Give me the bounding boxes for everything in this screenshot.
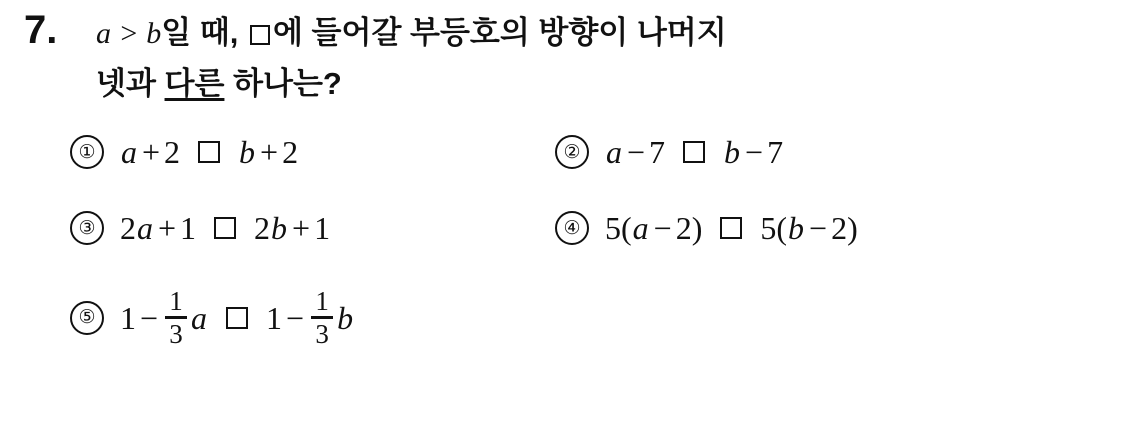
term-coef: 5 xyxy=(605,210,621,246)
stem-line-1 xyxy=(96,8,1115,59)
choice-expression-1 xyxy=(120,136,298,168)
term-num: 1 xyxy=(314,210,331,246)
choice-option-5[interactable] xyxy=(70,287,555,348)
blank-box-icon xyxy=(683,141,705,163)
stem-text-1b: 에 들어갈 부등호의 방향이 나머지 xyxy=(273,15,727,50)
choice-marker-3: ③ xyxy=(70,211,104,245)
term-var: b xyxy=(788,210,805,246)
choice-marker-5: ⑤ xyxy=(70,301,104,335)
term-var: b xyxy=(337,299,354,336)
term-num: 7 xyxy=(767,134,784,170)
term-num: 1 xyxy=(120,299,136,336)
term-sign: − xyxy=(140,299,159,336)
paren-close: ) xyxy=(847,210,858,246)
fraction-denominator: 3 xyxy=(169,318,183,349)
paren-open: ( xyxy=(776,210,788,246)
choice-marker-4: ④ xyxy=(555,211,589,245)
term-sign: − xyxy=(286,299,305,336)
term-sign: − xyxy=(627,134,646,170)
stem-emphasis: 다른 xyxy=(164,66,225,101)
term-sign: − xyxy=(745,134,764,170)
choice-row xyxy=(70,211,1115,287)
term-num: 2 xyxy=(831,210,848,246)
question-number: 7. xyxy=(24,8,58,52)
term-var: a xyxy=(121,134,137,170)
choice-option-1[interactable] xyxy=(70,135,555,169)
choice-marker-1: ① xyxy=(70,135,104,169)
term-num: 2 xyxy=(164,134,181,170)
term-sign: − xyxy=(809,210,828,246)
term-sign: + xyxy=(260,134,279,170)
blank-box-icon xyxy=(226,307,248,329)
term-var: a xyxy=(606,134,622,170)
term-num: 2 xyxy=(282,134,299,170)
choice-expression-3 xyxy=(120,212,330,244)
choice-expression-4 xyxy=(605,212,858,244)
term-var: b xyxy=(271,210,288,246)
term-var: a xyxy=(191,299,208,336)
term-sign: + xyxy=(142,134,161,170)
choice-option-2[interactable] xyxy=(555,135,1055,169)
term-var: b xyxy=(239,134,256,170)
choice-expression-2 xyxy=(605,136,783,168)
term-num: 2 xyxy=(675,210,692,246)
stem-line-2 xyxy=(96,59,1115,109)
term-var: b xyxy=(724,134,741,170)
term-num: 7 xyxy=(649,134,666,170)
blank-box-icon xyxy=(250,25,270,45)
fraction-numerator: 1 xyxy=(169,286,183,316)
fraction-denominator: 3 xyxy=(315,318,329,349)
term-coef: 2 xyxy=(254,210,271,246)
term-coef: 5 xyxy=(760,210,777,246)
stem-text-1a: 일 때, xyxy=(161,15,239,50)
fraction xyxy=(311,287,333,348)
term-coef: 2 xyxy=(120,210,136,246)
term-var: a xyxy=(632,210,649,246)
question-stem xyxy=(18,8,1115,109)
term-sign: + xyxy=(158,210,177,246)
choice-list xyxy=(18,135,1115,383)
paren-open: ( xyxy=(621,210,632,246)
blank-box-icon xyxy=(720,217,742,239)
paren-close: ) xyxy=(691,210,703,246)
term-num: 1 xyxy=(180,210,197,246)
term-sign: + xyxy=(292,210,311,246)
blank-box-icon xyxy=(214,217,236,239)
stem-text-2a: 넷과 xyxy=(96,66,156,101)
choice-row xyxy=(70,287,1115,383)
term-var: a xyxy=(137,210,153,246)
term-sign: − xyxy=(653,210,672,246)
blank-box-icon xyxy=(198,141,220,163)
stem-text-2b: 하나는? xyxy=(233,66,342,101)
fraction xyxy=(165,287,187,348)
term-num: 1 xyxy=(266,299,283,336)
fraction-numerator: 1 xyxy=(315,286,329,316)
choice-marker-2: ② xyxy=(555,135,589,169)
choice-row xyxy=(70,135,1115,211)
choice-option-4[interactable] xyxy=(555,211,1055,245)
choice-expression-5 xyxy=(120,287,354,348)
choice-option-3[interactable] xyxy=(70,211,555,245)
stem-inline-math: a > b xyxy=(96,17,162,50)
